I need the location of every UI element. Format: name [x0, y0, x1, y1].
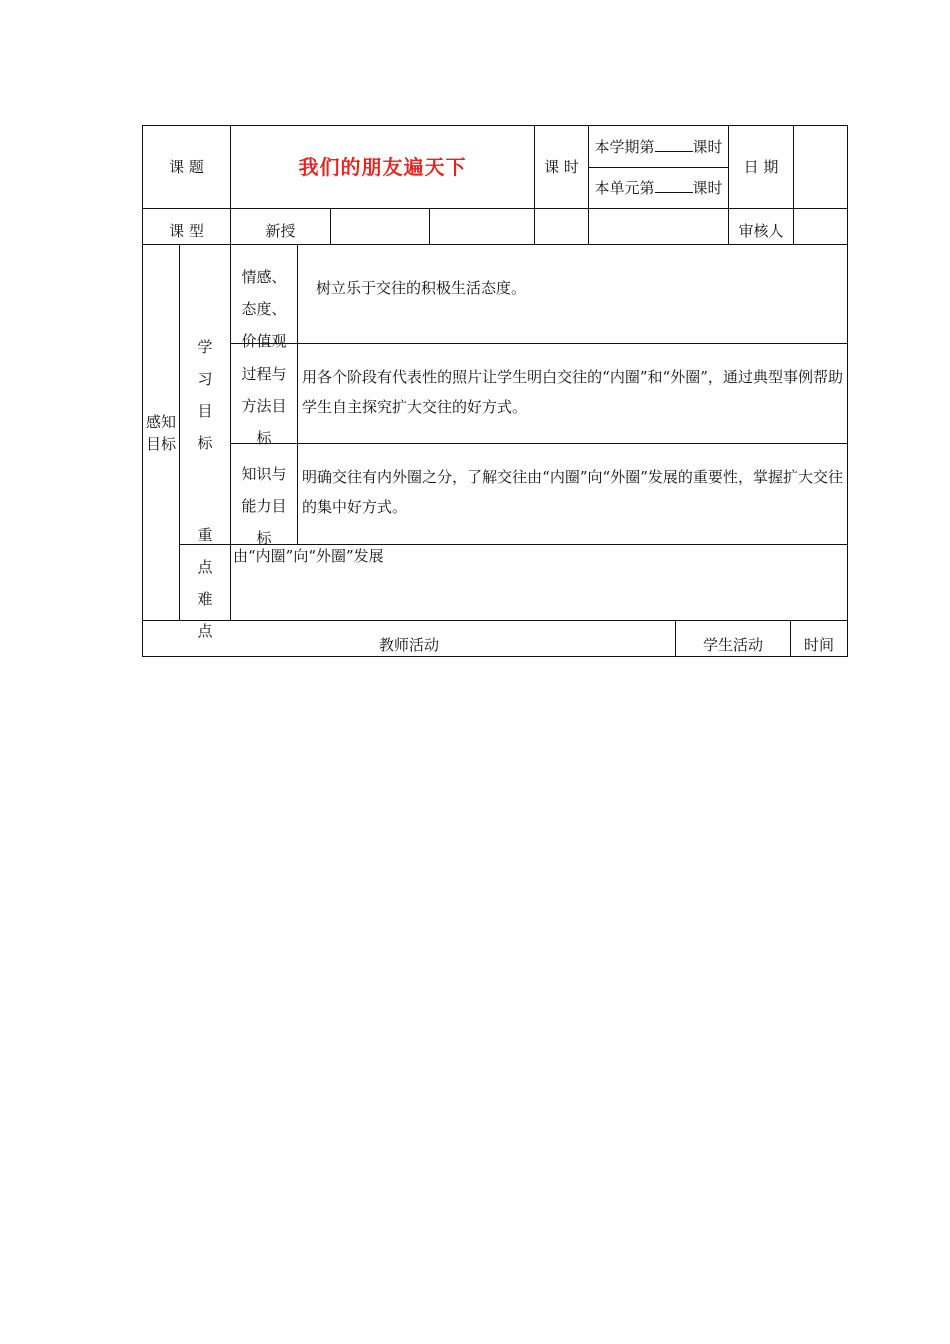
time-label: 时间 [803, 636, 834, 654]
perception-goals-label-1: 感知 [145, 412, 176, 431]
learning-goals-label-2: 目 标 [197, 401, 221, 452]
type-label: 课 型 [169, 222, 204, 240]
type-value-cell [230, 208, 331, 245]
blank-cell-3[interactable] [534, 208, 589, 245]
process-label-3: 标 [256, 429, 272, 447]
time-header-cell [790, 620, 848, 657]
unit-period-cell [588, 167, 729, 209]
period-label: 课 时 [544, 158, 579, 176]
emotion-text: 树立乐于交往的积极生活态度。 [316, 279, 527, 297]
knowledge-label-1: 知识与 [241, 465, 287, 483]
emotion-label-3: 价值观 [241, 332, 287, 350]
key-points-label-2: 难 点 [197, 589, 221, 640]
perception-goals-label-cell [142, 244, 180, 621]
process-text-cell [297, 343, 848, 444]
learning-goals-label-1: 学 习 [197, 337, 221, 388]
reviewer-label: 审核人 [738, 222, 784, 240]
unit-period-text: 本单元第 课时 [594, 179, 723, 197]
student-activity-label: 学生活动 [702, 636, 763, 654]
knowledge-label-cell [230, 443, 298, 545]
blank-cell-4[interactable] [588, 208, 729, 245]
date-label-cell [728, 125, 794, 209]
topic-label-cell [142, 125, 231, 209]
emotion-label-cell [230, 244, 298, 350]
unit-period-blank[interactable] [655, 178, 693, 193]
semester-period-blank[interactable] [655, 137, 693, 152]
process-label-1: 过程与 [241, 365, 287, 383]
perception-goals-label-2: 目标 [145, 434, 176, 453]
knowledge-label-3: 标 [256, 529, 272, 547]
knowledge-label-2: 能力目 [241, 497, 287, 515]
topic-label: 课 题 [169, 158, 204, 176]
semester-period-cell [588, 125, 729, 168]
reviewer-value-cell[interactable] [793, 208, 848, 245]
period-label-cell [534, 125, 589, 209]
blank-cell-2[interactable] [429, 208, 535, 245]
learning-goals-label-cell [179, 244, 231, 545]
key-points-label-1: 重 点 [197, 525, 221, 576]
teacher-activity-label: 教师活动 [378, 636, 439, 654]
teacher-activity-header-cell [142, 620, 676, 657]
emotion-text-cell [297, 244, 848, 344]
key-points-text: 由“内圈”向“外圈”发展 [233, 547, 384, 565]
reviewer-label-cell [728, 208, 794, 245]
knowledge-text: 明确交往有内外圈之分，了解交往由“内圈”向“外圈”发展的重要性，掌握扩大交往的集中好方式。 [302, 468, 843, 516]
date-label: 日 期 [743, 158, 779, 176]
date-value-cell[interactable] [793, 125, 848, 209]
process-label-2: 方法目 [241, 397, 287, 415]
lesson-title: 我们的朋友遍天下 [298, 155, 467, 179]
emotion-label-1: 情感、 [241, 268, 287, 286]
lesson-title-cell [230, 125, 535, 209]
key-points-label-cell [179, 525, 231, 640]
key-points-text-cell [230, 544, 848, 621]
process-text: 用各个阶段有代表性的照片让学生明白交往的“内圈”和“外圈”，通过典型事例帮助学生自主探究扩大交往的好方式。 [302, 368, 843, 416]
blank-cell-1[interactable] [330, 208, 430, 245]
semester-period-text: 本学期第 课时 [594, 137, 723, 156]
type-value: 新授 [265, 222, 296, 240]
knowledge-text-cell [297, 443, 848, 545]
process-label-cell [230, 343, 298, 447]
emotion-label-2: 态度、 [241, 300, 287, 318]
type-label-cell [142, 208, 231, 245]
student-activity-header-cell [675, 620, 791, 657]
